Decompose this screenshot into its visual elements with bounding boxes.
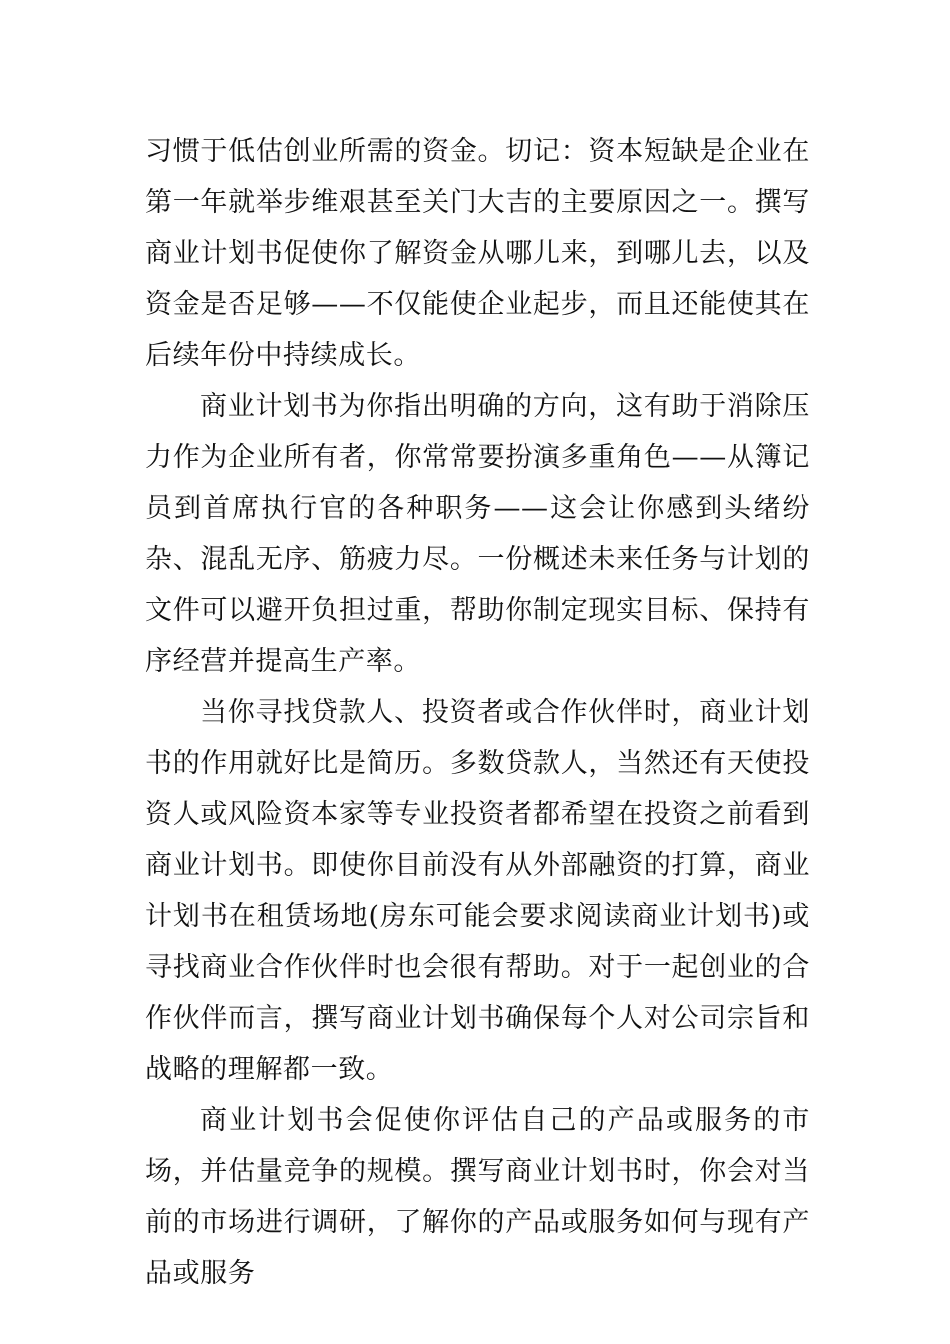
paragraph-funding: 习惯于低估创业所需的资金。切记：资本短缺是企业在第一年就举步维艰甚至关门大吉的主要原因之一。撰写商业计划书促使你了解资金从哪儿来，到哪儿去，以及资金是否足够——不仅能使企业起步，而且还能使其在后续年份中持续成长。 <box>145 136 810 371</box>
paragraph-market: 商业计划书会促使你评估自己的产品或服务的市场，并估量竞争的规模。撰写商业计划书时，你会对当前的市场进行调研，了解你的产品或服务如何与现有产品或服务 <box>145 1105 810 1289</box>
document-body <box>145 126 810 1299</box>
paragraph-direction: 商业计划书为你指出明确的方向，这有助于消除压力作为企业所有者，你常常要扮演多重角色——从簿记员到首席执行官的各种职务——这会让你感到头绪纷杂、混乱无序、筋疲力尽。一份概述未来任务与计划的文件可以避开负担过重，帮助你制定现实目标、保持有序经营并提高生产率。 <box>145 391 810 677</box>
paragraph-resume: 当你寻找贷款人、投资者或合作伙伴时，商业计划书的作用就好比是简历。多数贷款人，当然还有天使投资人或风险资本家等专业投资者都希望在投资之前看到商业计划书。即使你目前没有从外部融资的打算，商业计划书在租赁场地(房东可能会要求阅读商业计划书)或寻找商业合作伙伴时也会很有帮助。对于一起创业的合作伙伴而言，撰写商业计划书确保每个人对公司宗旨和战略的理解都一致。 <box>145 697 810 1085</box>
